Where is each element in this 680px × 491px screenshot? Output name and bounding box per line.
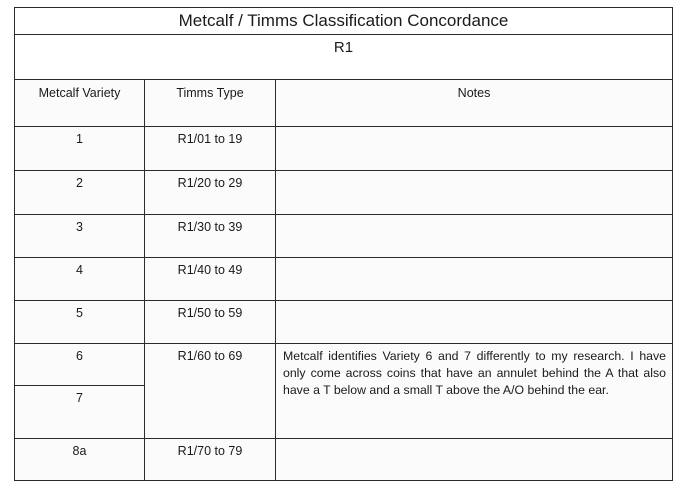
variety-cell: 4 [15,258,145,301]
variety-cell: 6 [15,344,145,386]
table-row [15,439,673,481]
type-cell: R1/01 to 19 [145,127,276,171]
variety-cell: 5 [15,301,145,344]
table-row [15,344,673,386]
table-title: Metcalf / Timms Classification Concordance [15,8,673,35]
type-cell: R1/70 to 79 [145,439,276,481]
column-header-metcalf-variety: Metcalf Variety [15,80,145,127]
variety-cell: 2 [15,171,145,215]
notes-cell [276,171,673,215]
table-row [15,171,673,215]
table-subtitle: R1 [15,35,673,80]
table-row [15,301,673,344]
type-cell: R1/40 to 49 [145,258,276,301]
concordance-sheet [14,7,673,479]
column-header-notes: Notes [276,80,673,127]
type-cell: R1/30 to 39 [145,215,276,258]
type-cell: R1/50 to 59 [145,301,276,344]
notes-cell [276,127,673,171]
variety-cell: 7 [15,386,145,439]
notes-cell [276,439,673,481]
variety-cell: 1 [15,127,145,171]
table-row [15,215,673,258]
table-row [15,127,673,171]
notes-cell [276,215,673,258]
type-cell: R1/20 to 29 [145,171,276,215]
variety-cell: 3 [15,215,145,258]
concordance-table [14,7,673,481]
notes-cell [276,301,673,344]
notes-cell [276,258,673,301]
table-row [15,258,673,301]
variety-cell: 8a [15,439,145,481]
notes-cell: Metcalf identifies Variety 6 and 7 differently to my research. I have only come across coins that have an annulet behind the A that also have a T below and a small T above the A/O behind the ear. [276,344,673,439]
column-header-timms-type: Timms Type [145,80,276,127]
type-cell: R1/60 to 69 [145,344,276,439]
